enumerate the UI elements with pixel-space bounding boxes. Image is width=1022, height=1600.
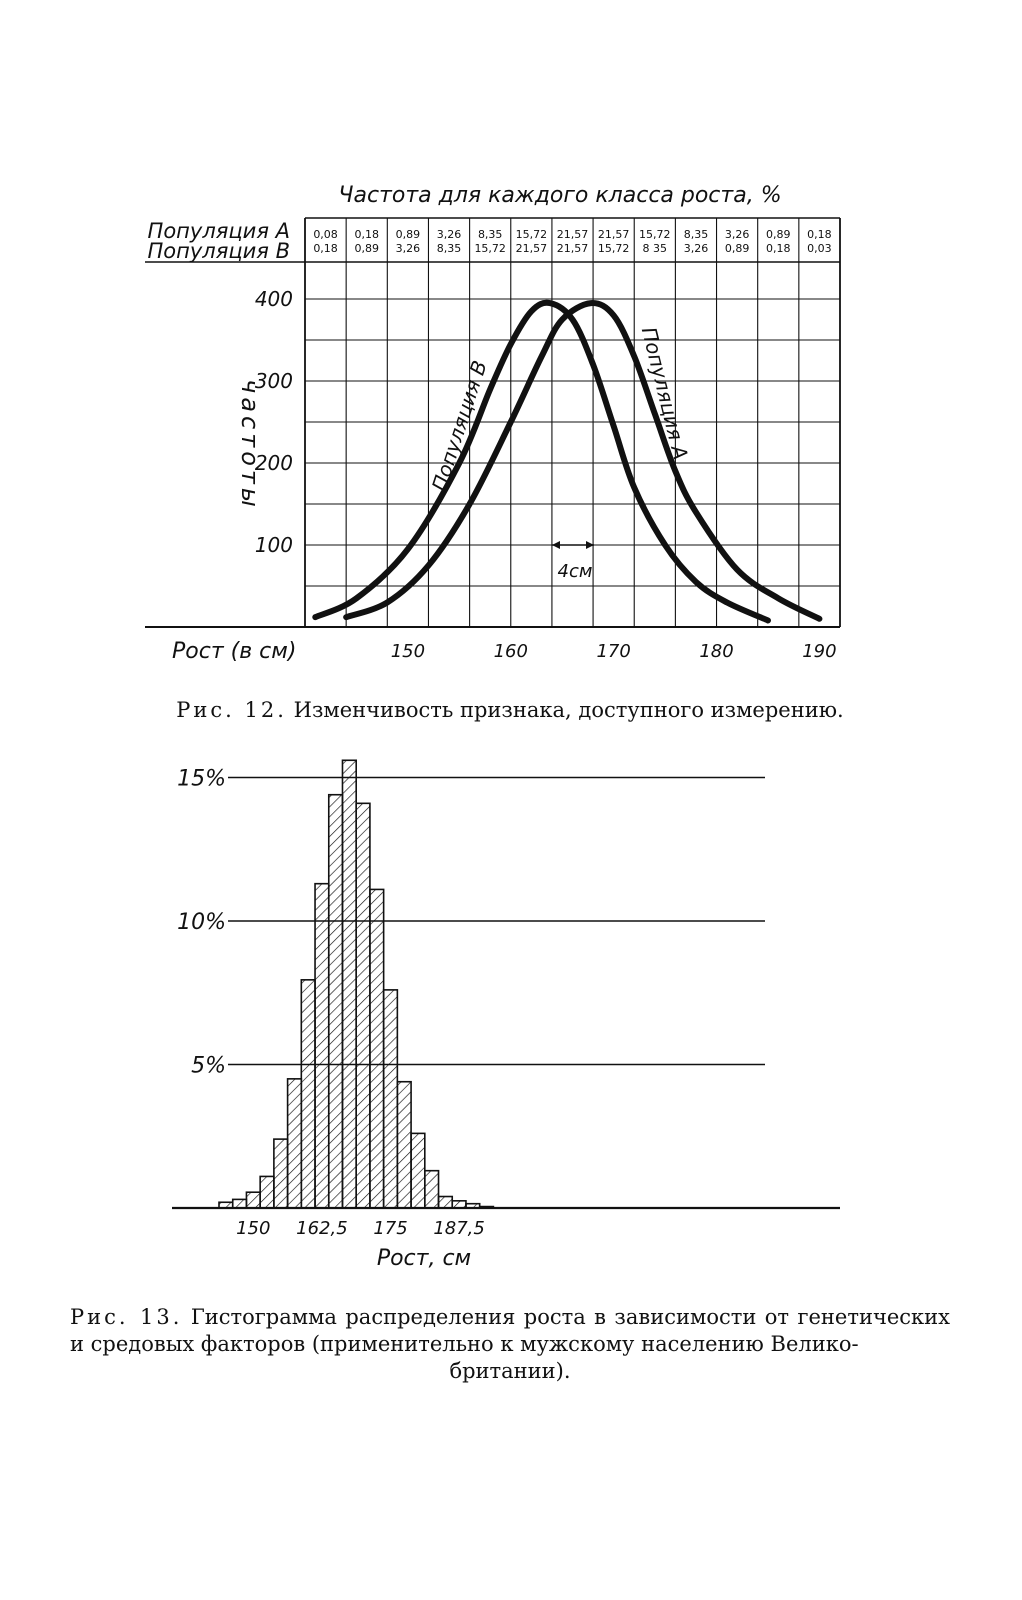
fig12-percent-b-cell: 21,57 <box>556 242 589 255</box>
fig13-caption-last: британии). <box>449 1359 571 1383</box>
fig13-x-tick-label: 187,5 <box>433 1218 485 1239</box>
fig12-percent-b-cell: 15,72 <box>474 242 506 255</box>
fig12-percent-b-cell: 0,18 <box>766 242 791 255</box>
fig13-bar <box>288 1079 302 1208</box>
fig12-percent-b-cell: 0,89 <box>724 242 750 255</box>
fig12-y-tick-label: 100 <box>254 533 293 557</box>
figure-12-line-chart <box>0 0 1022 690</box>
fig13-bar <box>342 760 356 1208</box>
figure-13-histogram <box>0 740 1022 1300</box>
fig12-x-ticks <box>391 641 837 662</box>
figure-12-caption <box>70 697 950 724</box>
fig12-percent-a-cell: 15,72 <box>639 228 671 241</box>
fig12-percent-b-cell: 0,18 <box>313 242 338 255</box>
fig13-y-tick-label: 15% <box>177 766 226 792</box>
fig13-y-tick-label: 5% <box>191 1053 226 1079</box>
fig13-x-axis-label: Рост, см <box>376 1246 472 1271</box>
fig12-percent-b-cell: 8 35 <box>642 242 668 255</box>
fig12-percent-b-cell: 0,03 <box>807 242 832 255</box>
fig13-x-tick-label: 150 <box>236 1218 271 1239</box>
fig12-x-tick-label: 150 <box>390 641 426 662</box>
fig12-percent-a-cell: 21,57 <box>597 228 630 241</box>
fig12-percent-b-cell: 21,57 <box>515 242 548 255</box>
fig13-bars <box>219 760 493 1208</box>
fig12-percent-b-cell: 3,26 <box>683 242 709 255</box>
fig13-caption-prefix: Рис. 13. <box>70 1305 183 1329</box>
fig13-bar <box>274 1139 288 1208</box>
fig12-percent-a-cell: 21,57 <box>556 228 589 241</box>
fig12-percent-b-cell: 15,72 <box>597 242 630 255</box>
fig13-y-tick-label: 10% <box>177 910 226 935</box>
fig12-percent-a-cell: 0,18 <box>807 228 832 241</box>
fig13-x-tick-label: 175 <box>373 1218 408 1239</box>
fig13-bar <box>329 795 343 1208</box>
fig12-curve-label-a: Популяция А <box>636 324 693 463</box>
fig12-shift-annotation: 4см <box>557 561 593 582</box>
fig12-y-tick-label: 300 <box>254 369 293 393</box>
fig13-bar <box>425 1171 439 1208</box>
fig12-percent-a-cell: 8,35 <box>477 228 503 241</box>
figure-13-caption <box>70 1304 950 1385</box>
fig12-x-tick-label: 160 <box>493 641 528 662</box>
fig12-x-tick-label: 180 <box>699 641 734 662</box>
fig13-bar <box>370 889 384 1208</box>
fig13-axis <box>172 1208 840 1239</box>
fig12-percent-table <box>313 228 831 255</box>
fig13-bar <box>315 884 329 1208</box>
fig13-bar <box>439 1197 453 1208</box>
fig12-y-tick-label: 200 <box>254 451 293 475</box>
fig12-caption-text: Изменчивость признака, доступного измерению. <box>293 698 844 722</box>
fig12-x-tick-label: 170 <box>596 641 631 662</box>
fig12-percent-a-cell: 15,72 <box>515 228 548 241</box>
fig13-x-tick-label: 162,5 <box>296 1218 348 1239</box>
fig13-bar <box>356 803 370 1208</box>
fig12-y-axis-label: частоты <box>236 379 264 511</box>
fig12-x-tick-label: 190 <box>802 641 837 662</box>
fig12-top-title: Частота для каждого класса роста, % <box>338 183 782 208</box>
fig12-percent-a-cell: 0,89 <box>766 228 791 241</box>
fig12-x-axis-label: Рост (в см) <box>172 639 297 664</box>
fig12-percent-a-cell: 8,35 <box>683 228 709 241</box>
fig12-row-label-a: Популяция А <box>147 219 290 243</box>
fig12-percent-a-cell: 0,89 <box>395 228 421 241</box>
fig13-bar <box>411 1133 425 1208</box>
fig12-percent-b-cell: 0,89 <box>354 242 379 255</box>
fig12-shift-arrow <box>552 541 594 549</box>
fig12-percent-b-cell: 3,26 <box>395 242 421 255</box>
fig13-bar <box>384 990 398 1208</box>
fig13-gridlines <box>177 767 765 1079</box>
fig12-caption-prefix: Рис. 12. <box>176 698 287 722</box>
fig13-bar <box>260 1176 274 1208</box>
fig13-bar <box>246 1192 260 1208</box>
fig12-curve-label-b: Популяция В <box>426 357 492 495</box>
fig13-bar <box>301 980 315 1208</box>
fig12-percent-a-cell: 3,26 <box>436 228 462 241</box>
fig12-percent-a-cell: 3,26 <box>724 228 750 241</box>
fig12-row-label-b: Популяция В <box>147 239 290 263</box>
fig13-caption-text: Гистограмма распределения роста в зависимости от генетических и средовых факторов (применительно к мужскому населению Велико- <box>70 1305 950 1356</box>
fig12-percent-b-cell: 8,35 <box>436 242 462 255</box>
fig12-y-tick-label: 400 <box>254 287 293 311</box>
fig13-bar <box>233 1199 247 1208</box>
fig13-bar <box>397 1082 411 1208</box>
fig12-percent-a-cell: 0,08 <box>313 228 338 241</box>
fig12-percent-a-cell: 0,18 <box>354 228 379 241</box>
